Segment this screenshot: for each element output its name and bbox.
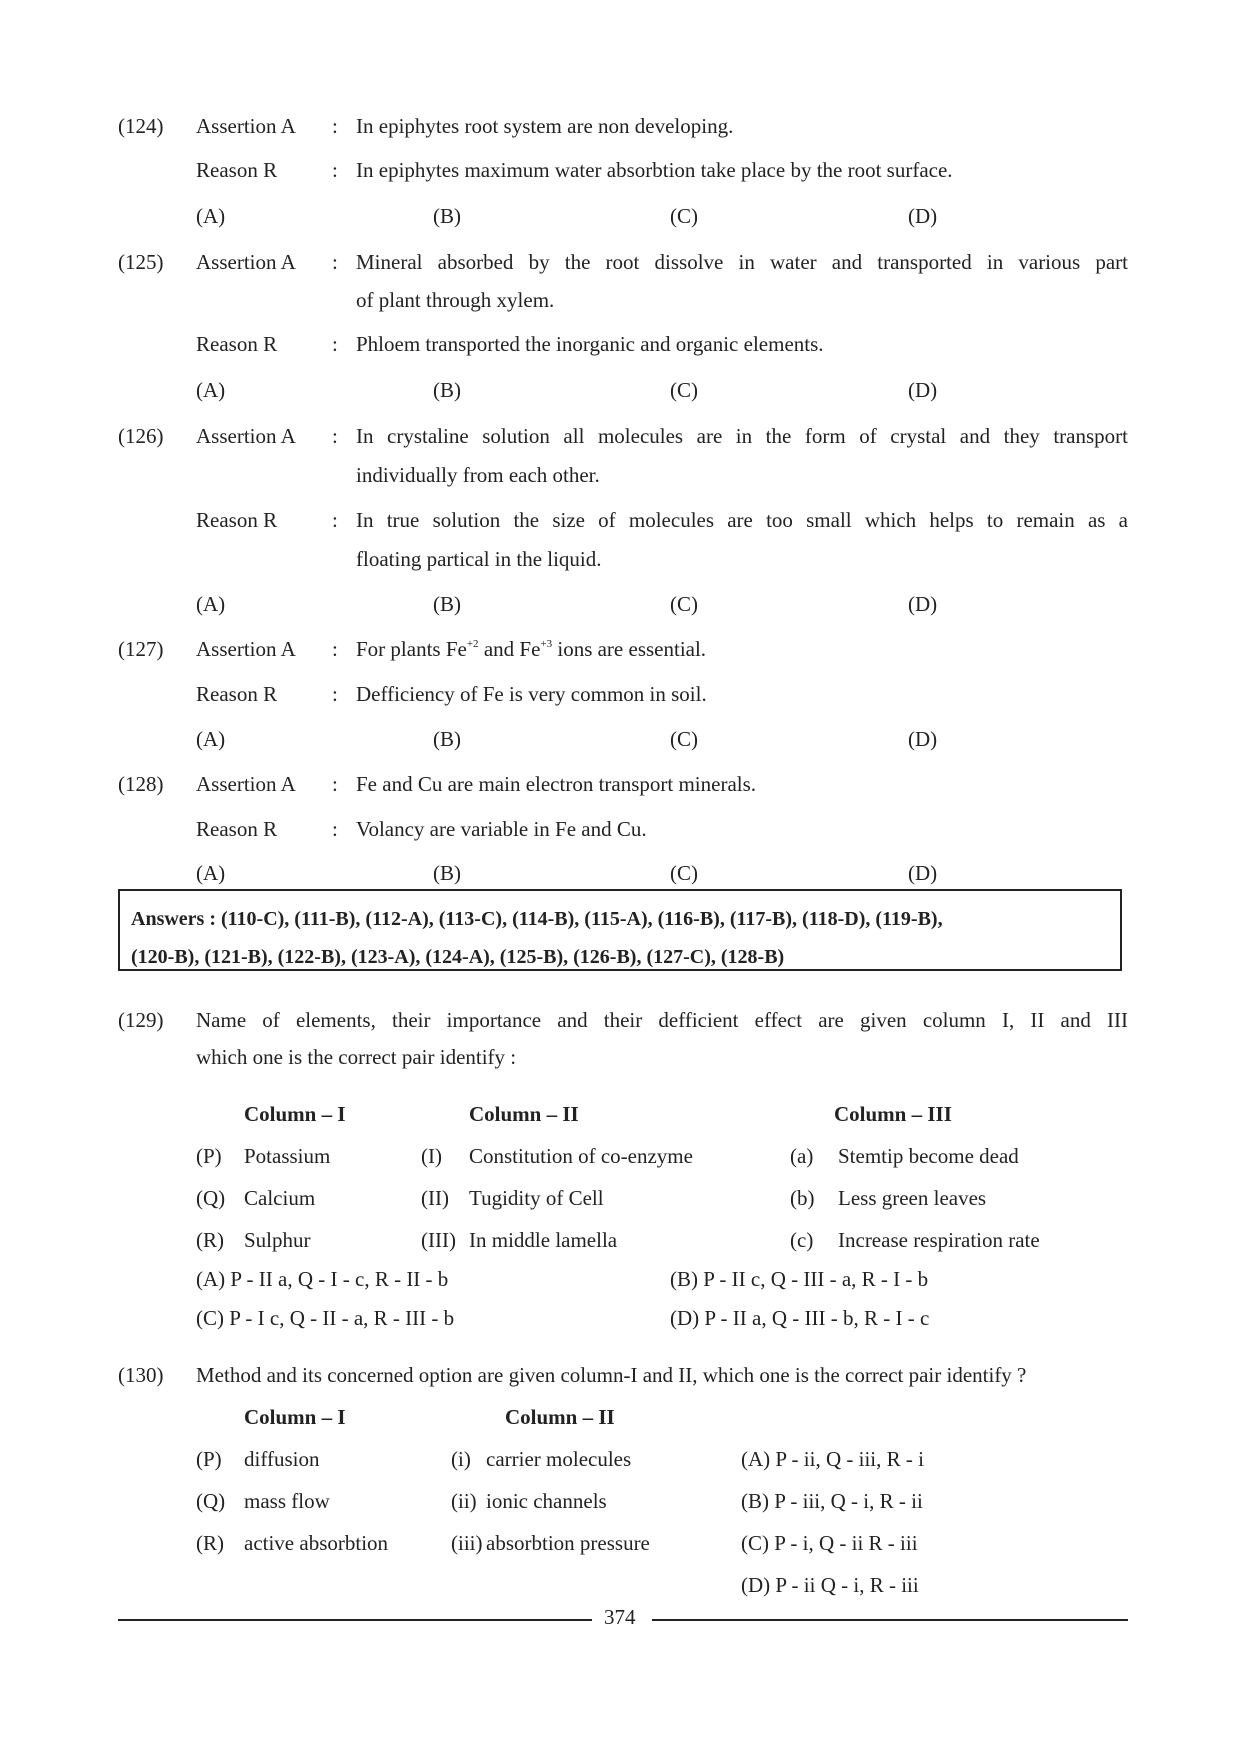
assertion-text-line1: In crystaline solution all molecules are in the form of crystal and they transport xyxy=(356,424,1128,448)
reason-text: In epiphytes maximum water absorbtion take place by the root surface. xyxy=(356,158,953,182)
row-key: (a) xyxy=(790,1144,814,1168)
charge-superscript: +3 xyxy=(540,638,553,650)
question-number: (125) xyxy=(118,250,164,274)
assertion-label: Assertion A xyxy=(196,250,296,274)
row-key: (R) xyxy=(196,1228,224,1252)
row-key: (P) xyxy=(196,1144,222,1168)
reason-label: Reason R xyxy=(196,508,278,532)
colon: : xyxy=(332,637,338,661)
assertion-text-line2: of plant through xylem. xyxy=(356,288,555,312)
question-number: (128) xyxy=(118,772,164,796)
reason-label: Reason R xyxy=(196,682,278,706)
row-method: active absorbtion xyxy=(244,1531,389,1555)
row-concerned: carrier molecules xyxy=(486,1447,632,1471)
option-d: (D) xyxy=(908,592,938,616)
assertion-part: and Fe xyxy=(478,637,541,661)
reason-text-line1: In true solution the size of molecules are too small which helps to remain as a xyxy=(356,508,1128,532)
option-a: (A) xyxy=(196,378,226,402)
row-concerned: absorbtion pressure xyxy=(486,1531,650,1555)
colon: : xyxy=(332,682,338,706)
option-a: (A) P - ii, Q - iii, R - i xyxy=(741,1447,924,1471)
colon: : xyxy=(332,817,338,841)
option-d: (D) xyxy=(908,204,938,228)
footer-rule-right xyxy=(652,1619,1128,1621)
row-key: (I) xyxy=(421,1144,442,1168)
option-a: (A) xyxy=(196,592,226,616)
row-key: (iii) xyxy=(451,1531,483,1555)
assertion-text: In epiphytes root system are non developing. xyxy=(356,114,734,138)
column-2-header: Column – II xyxy=(469,1102,579,1126)
column-1-header: Column – I xyxy=(244,1102,346,1126)
row-element: Sulphur xyxy=(244,1228,311,1252)
answers-line1: Answers : (110-C), (111-B), (112-A), (113-C), (114-B), (115-A), (116-B), (117-B), (118-D), (119-B), xyxy=(131,908,943,930)
reason-text: Phloem transported the inorganic and organic elements. xyxy=(356,332,824,356)
row-element: Calcium xyxy=(244,1186,316,1210)
question-text-line2: which one is the correct pair identify : xyxy=(196,1045,517,1069)
option-d: (D) xyxy=(908,378,938,402)
colon: : xyxy=(332,250,338,274)
question-text: Method and its concerned option are given column-I and II, which one is the correct pair identify ? xyxy=(196,1363,1027,1387)
row-method: mass flow xyxy=(244,1489,330,1513)
assertion-text xyxy=(356,637,706,662)
option-a: (A) xyxy=(196,727,226,751)
option-b: (B) xyxy=(433,727,461,751)
assertion-text-line1: Mineral absorbed by the root dissolve in water and transported in various part xyxy=(356,250,1128,274)
footer-rule-left xyxy=(118,1619,592,1621)
row-effect: Less green leaves xyxy=(838,1186,987,1210)
reason-text: Defficiency of Fe is very common in soil. xyxy=(356,682,707,706)
option-c: (C) xyxy=(670,378,698,402)
option-c: (C) xyxy=(670,861,698,885)
row-key: (II) xyxy=(421,1186,449,1210)
column-2-header: Column – II xyxy=(505,1405,615,1429)
option-d: (D) P - ii Q - i, R - iii xyxy=(741,1573,919,1597)
row-importance: Constitution of co-enzyme xyxy=(469,1144,693,1168)
row-key: (III) xyxy=(421,1228,456,1252)
option-b: (B) xyxy=(433,204,461,228)
row-key: (i) xyxy=(451,1447,471,1471)
reason-label: Reason R xyxy=(196,332,278,356)
row-key: (c) xyxy=(790,1228,814,1252)
colon: : xyxy=(332,114,338,138)
row-effect: Stemtip become dead xyxy=(838,1144,1019,1168)
reason-label: Reason R xyxy=(196,817,278,841)
option-d: (D) xyxy=(908,727,938,751)
option-b: (B) xyxy=(433,861,461,885)
column-3-header: Column – III xyxy=(834,1102,952,1126)
row-effect: Increase respiration rate xyxy=(838,1228,1040,1252)
option-d: (D) P - II a, Q - III - b, R - I - c xyxy=(670,1306,930,1330)
option-c: (C) xyxy=(670,727,698,751)
row-key: (Q) xyxy=(196,1489,226,1513)
assertion-label: Assertion A xyxy=(196,637,296,661)
colon: : xyxy=(332,508,338,532)
column-1-header: Column – I xyxy=(244,1405,346,1429)
row-key: (ii) xyxy=(451,1489,477,1513)
row-concerned: ionic channels xyxy=(486,1489,607,1513)
assertion-part: ions are essential. xyxy=(552,637,707,661)
option-c: (C) P - i, Q - ii R - iii xyxy=(741,1531,918,1555)
question-number: (127) xyxy=(118,637,164,661)
assertion-label: Assertion A xyxy=(196,114,296,138)
assertion-part: For plants Fe xyxy=(356,637,467,661)
colon: : xyxy=(332,332,338,356)
question-number: (130) xyxy=(118,1363,164,1387)
colon: : xyxy=(332,424,338,448)
question-number: (129) xyxy=(118,1008,164,1032)
option-b: (B) P - II c, Q - III - a, R - I - b xyxy=(670,1267,929,1291)
row-method: diffusion xyxy=(244,1447,320,1471)
row-importance: Tugidity of Cell xyxy=(469,1186,604,1210)
reason-text-line2: floating partical in the liquid. xyxy=(356,547,602,571)
option-b: (B) xyxy=(433,378,461,402)
row-key: (P) xyxy=(196,1447,222,1471)
option-d: (D) xyxy=(908,861,938,885)
option-c: (C) xyxy=(670,592,698,616)
option-a: (A) xyxy=(196,204,226,228)
question-text-line1: Name of elements, their importance and their defficient effect are given column I, II and III xyxy=(196,1008,1128,1032)
answers-line2: (120-B), (121-B), (122-B), (123-A), (124-A), (125-B), (126-B), (127-C), (128-B) xyxy=(131,946,785,968)
assertion-text-line2: individually from each other. xyxy=(356,463,600,487)
assertion-label: Assertion A xyxy=(196,772,296,796)
colon: : xyxy=(332,158,338,182)
reason-label: Reason R xyxy=(196,158,278,182)
question-number: (124) xyxy=(118,114,164,138)
option-a: (A) P - II a, Q - I - c, R - II - b xyxy=(196,1267,449,1291)
question-number: (126) xyxy=(118,424,164,448)
option-a: (A) xyxy=(196,861,226,885)
row-importance: In middle lamella xyxy=(469,1228,618,1252)
option-b: (B) xyxy=(433,592,461,616)
option-c: (C) xyxy=(670,204,698,228)
option-c: (C) P - I c, Q - II - a, R - III - b xyxy=(196,1306,455,1330)
page-number: 374 xyxy=(604,1605,636,1629)
row-element: Potassium xyxy=(244,1144,331,1168)
assertion-text: Fe and Cu are main electron transport minerals. xyxy=(356,772,757,796)
charge-superscript: +2 xyxy=(466,638,479,650)
assertion-label: Assertion A xyxy=(196,424,296,448)
row-key: (R) xyxy=(196,1531,224,1555)
row-key: (b) xyxy=(790,1186,815,1210)
reason-text: Volancy are variable in Fe and Cu. xyxy=(356,817,647,841)
row-key: (Q) xyxy=(196,1186,226,1210)
option-b: (B) P - iii, Q - i, R - ii xyxy=(741,1489,923,1513)
colon: : xyxy=(332,772,338,796)
